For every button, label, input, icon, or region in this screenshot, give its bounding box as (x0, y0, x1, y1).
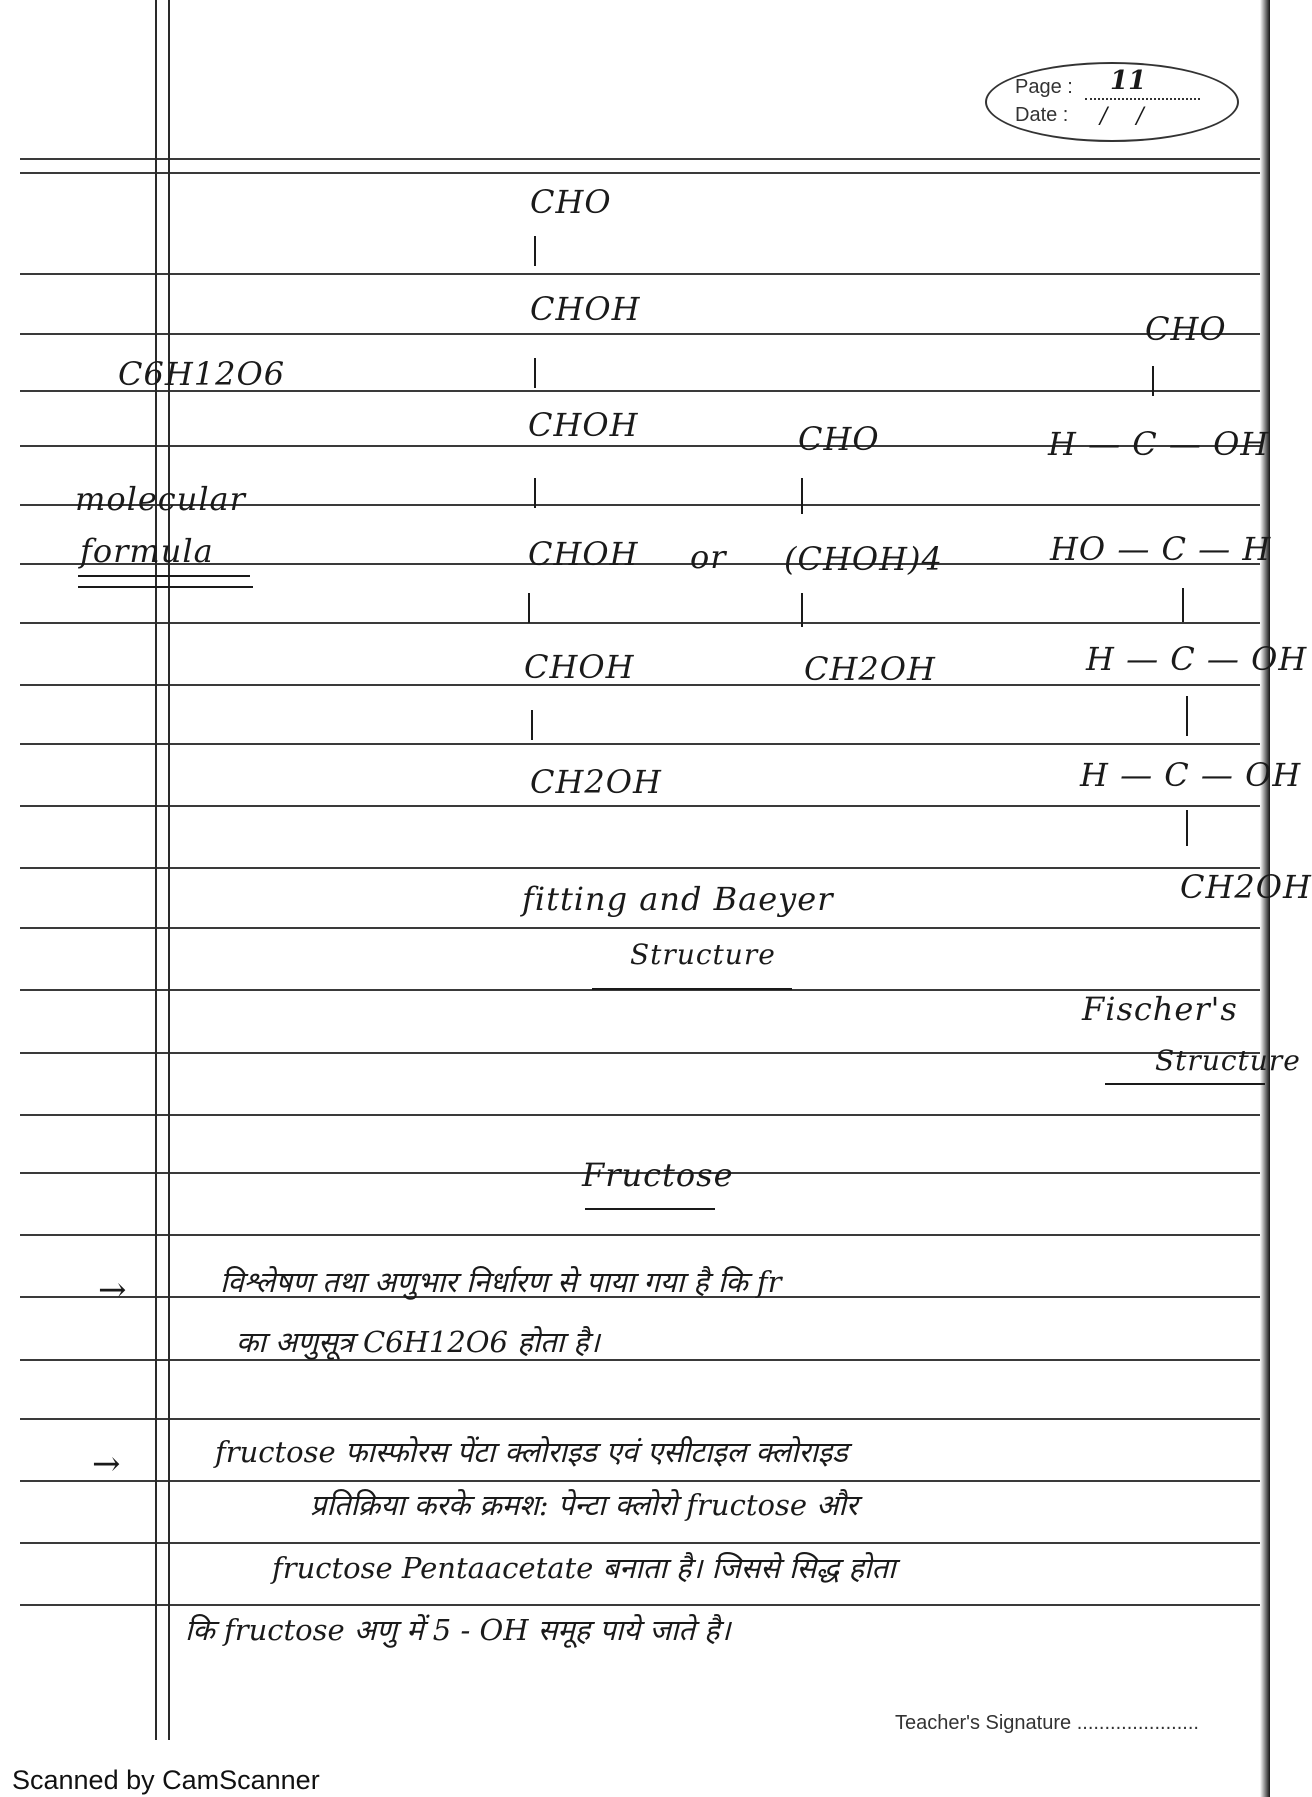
fischer-row: H — C — OH (1086, 640, 1308, 678)
structure-caption: Structure (630, 938, 776, 971)
bond-line (1186, 810, 1188, 846)
condensed-group: (CHOH)4 (784, 540, 943, 578)
ruled-line (20, 805, 1260, 807)
ruled-line (20, 158, 1260, 160)
ruled-line (20, 1359, 1260, 1361)
bond-line (531, 710, 533, 740)
or-connector: or (690, 538, 727, 576)
page-label: Page : (1015, 76, 1073, 98)
bond-line (801, 593, 803, 627)
ruled-line (20, 622, 1260, 624)
bond-line (1182, 588, 1184, 622)
fructose-heading-underline (585, 1208, 715, 1210)
date-value: / / (1100, 104, 1144, 129)
bond-line (801, 478, 803, 514)
date-label: Date : (1015, 104, 1069, 126)
bullet-arrow: → (98, 1270, 127, 1310)
teacher-signature: Teacher's Signature ...................... (895, 1712, 1199, 1734)
page-number-underline (1085, 98, 1200, 100)
ruled-line (20, 684, 1260, 686)
ruled-line (20, 273, 1260, 275)
fischer-row: HO — C — H (1050, 530, 1272, 568)
ruled-line (20, 1480, 1260, 1482)
ruled-line (20, 743, 1260, 745)
fischer-caption: Structure (1155, 1044, 1301, 1077)
ruled-line (20, 1418, 1260, 1420)
fischer-row: CH2OH (1180, 868, 1312, 906)
bond-line (528, 593, 530, 623)
fructose-point-2-line-1: fructose फास्फोरस पेंटा क्लोराइड एवं एसीटाइल क्लोराइड (215, 1435, 848, 1469)
fructose-point-2-line-4: कि fructose अणु में 5 - OH समूह पाये जाते है। (185, 1613, 731, 1647)
ruled-line (20, 1114, 1260, 1116)
condensed-group: CHO (798, 420, 880, 458)
chain-group: CHOH (528, 406, 639, 444)
chain-group: CHOH (524, 648, 635, 686)
fischer-row: CHO (1145, 310, 1227, 348)
condensed-group: CH2OH (804, 650, 936, 688)
bond-line (1186, 696, 1188, 736)
ruled-line (20, 927, 1260, 929)
ruled-line (20, 1052, 1260, 1054)
margin-line (155, 0, 157, 1740)
chain-group: CHO (530, 183, 612, 221)
ruled-line (20, 1604, 1260, 1606)
chain-group: CH2OH (530, 763, 662, 801)
bullet-arrow: → (92, 1444, 121, 1484)
margin-label-underline (78, 586, 253, 588)
bond-line (1152, 366, 1154, 396)
ruled-line (20, 172, 1260, 174)
margin-label-molecular: molecular (75, 480, 246, 518)
ruled-line (20, 1234, 1260, 1236)
scanner-credit: Scanned by CamScanner (12, 1765, 320, 1795)
fischer-row: H — C — OH (1048, 425, 1270, 463)
structure-caption: fitting and Baeyer (522, 880, 834, 918)
fischer-row: H — C — OH (1080, 756, 1302, 794)
page-number: 11 (1110, 66, 1147, 96)
fischer-caption: Fischer's (1082, 990, 1238, 1028)
margin-formula: C6H12O6 (118, 355, 286, 393)
fructose-point-2-line-3: fructose Pentaacetate बनाता है। जिससे सिद्ध होता (272, 1551, 896, 1585)
fischer-caption-underline (1105, 1083, 1265, 1085)
chain-group: CHOH (528, 535, 639, 573)
margin-label-underline (78, 575, 250, 577)
fructose-point-2-line-2: प्रतिक्रिया करके क्रमश: पेन्टा क्लोरो fructose और (310, 1488, 858, 1522)
bond-line (534, 478, 536, 508)
chain-group: CHOH (530, 290, 641, 328)
ruled-line (20, 333, 1260, 335)
ruled-line (20, 1542, 1260, 1544)
fructose-point-1-line-1: विश्लेषण तथा अणुभार निर्धारण से पाया गया है कि fr (220, 1265, 782, 1299)
fructose-point-1-line-2: का अणुसूत्र C6H12O6 होता है। (236, 1325, 600, 1359)
margin-label-formula: formula (80, 532, 214, 570)
structure-caption-underline (592, 988, 792, 990)
bond-line (534, 358, 536, 388)
bond-line (534, 236, 536, 266)
margin-line (168, 0, 170, 1740)
ruled-line (20, 867, 1260, 869)
fructose-heading: Fructose (582, 1156, 734, 1194)
